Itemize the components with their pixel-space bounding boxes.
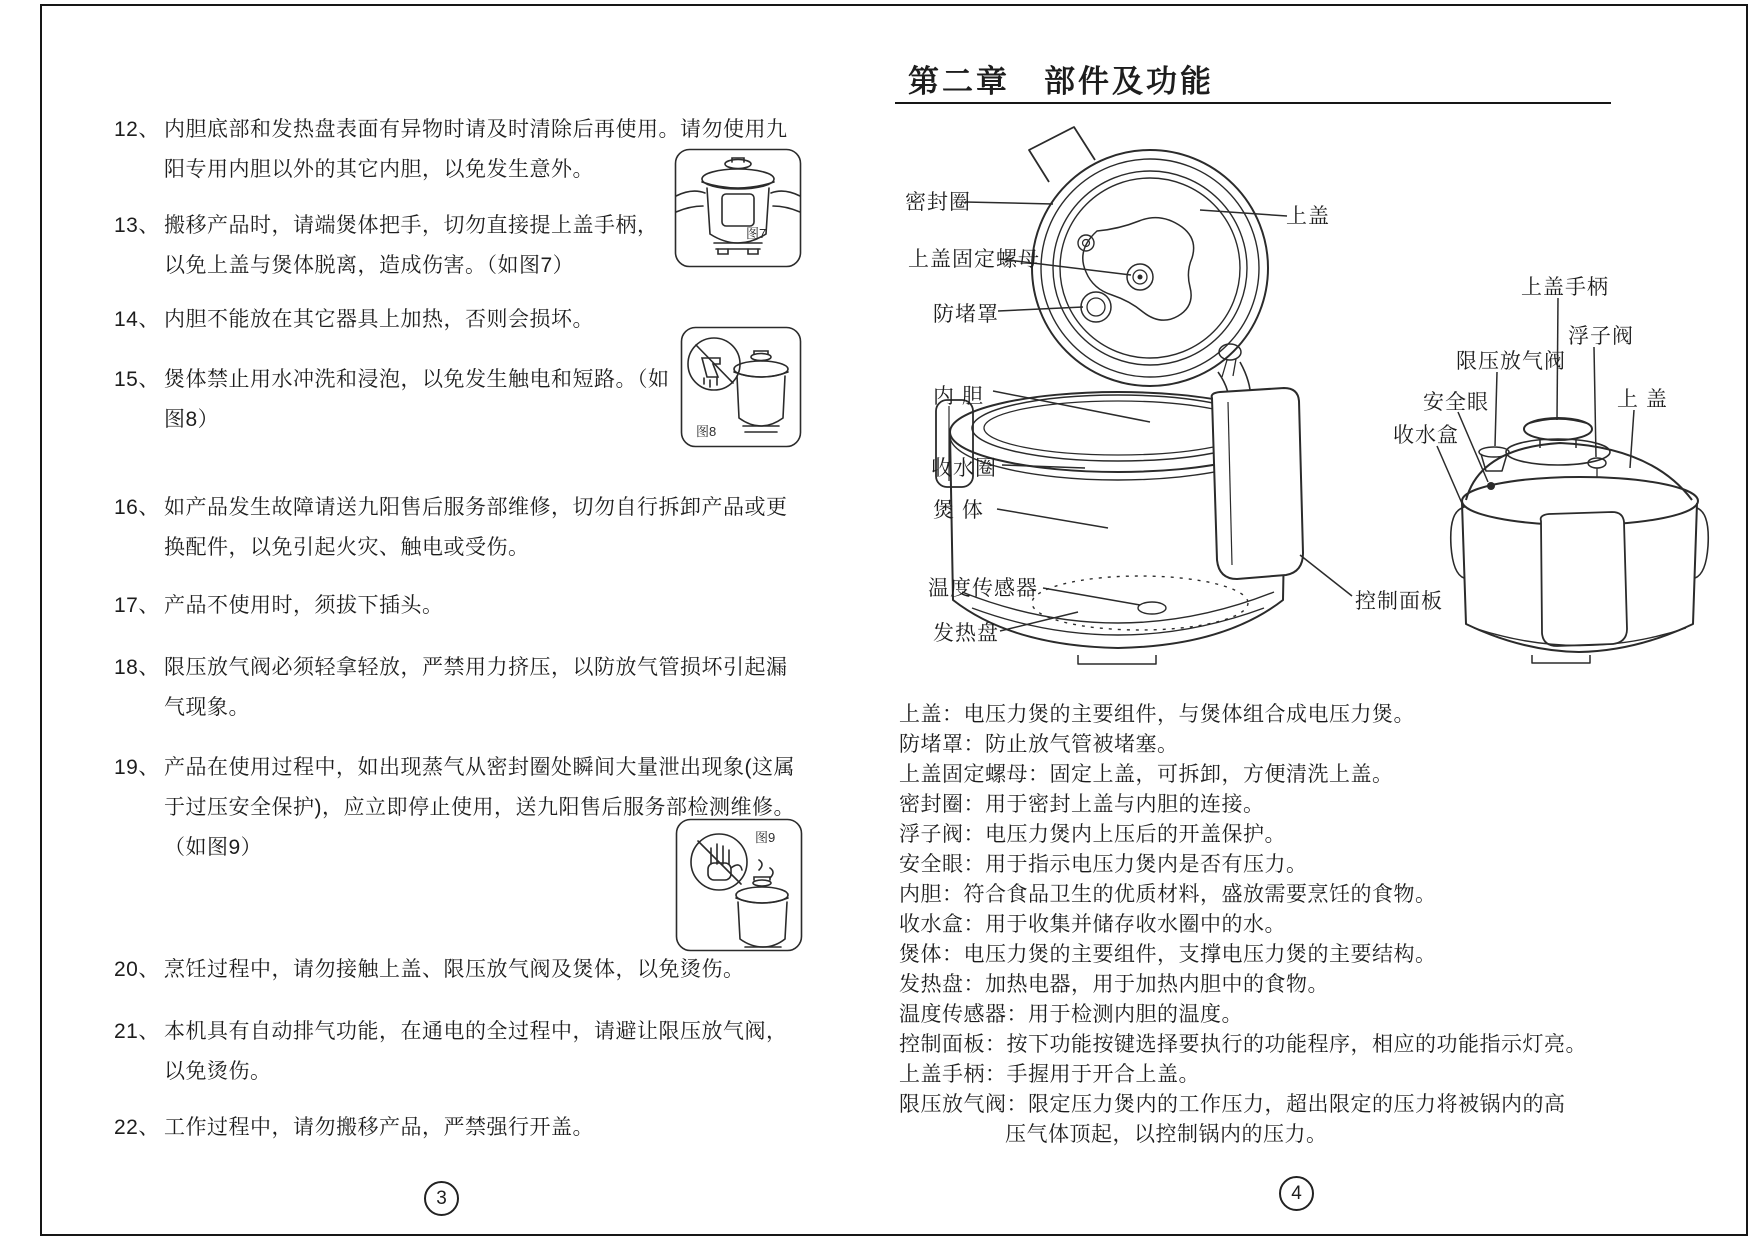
definition-line-wrapped: 压气体顶起，以控制锅内的压力。 (1005, 1123, 1328, 1146)
definition-line: 上盖手柄：手握用于开合上盖。 (899, 1063, 1200, 1086)
item-text: 内胆底部和发热盘表面有异物时请及时清除后再使用。请勿使用九阳专用内胆以外的其它内胆，以免发生意外。 (164, 118, 788, 181)
definition-line: 上盖：电压力煲的主要组件，与煲体组合成电压力煲。 (899, 703, 1415, 726)
list-item-20 (114, 950, 802, 990)
label-inner-pot: 内 胆 (933, 385, 984, 408)
label-lid-fixing-nut: 上盖固定螺母 (908, 248, 1040, 271)
definition-line: 密封圈：用于密封上盖与内胆的连接。 (899, 793, 1265, 816)
label-upper-lid-right: 上 盖 (1617, 388, 1668, 411)
item-text: 工作过程中，请勿搬移产品，严禁强行开盖。 (164, 1116, 594, 1139)
item-number: 19、 (114, 756, 160, 779)
figure-7-lift-warning-illustration (674, 148, 802, 268)
definition-line: 煲体：电压力煲的主要组件，支撑电压力煲的主要结构。 (899, 943, 1437, 966)
list-item-18 (114, 648, 802, 728)
label-water-collect-ring: 收水圈 (931, 457, 997, 480)
label-upper-lid: 上盖 (1286, 205, 1330, 228)
parts-definitions (899, 700, 1609, 1150)
figure-caption: 图9 (755, 830, 776, 845)
definition-line: 控制面板：按下功能按键选择要执行的功能程序，相应的功能指示灯亮。 (899, 1033, 1587, 1056)
figure-9-no-touch-illustration (675, 818, 803, 952)
list-item-17 (114, 586, 802, 626)
definition-line: 内胆：符合食品卫生的优质材料，盛放需要烹饪的食物。 (899, 883, 1437, 906)
item-number: 21、 (114, 1020, 160, 1043)
list-item-13 (114, 206, 666, 286)
label-lid-handle: 上盖手柄 (1521, 276, 1609, 299)
item-number: 13、 (114, 214, 160, 237)
list-item-16 (114, 488, 802, 568)
label-pot-body: 煲 体 (933, 499, 984, 522)
item-number: 14、 (114, 308, 160, 331)
item-number: 20、 (114, 958, 160, 981)
list-item-22 (114, 1108, 802, 1148)
closed-cooker-drawing (1451, 418, 1709, 663)
figure-caption: 图7 (746, 226, 767, 241)
label-temp-sensor: 温度传感器 (928, 577, 1038, 600)
list-item-21 (114, 1012, 802, 1092)
chapter-title: 第二章 部件及功能 (908, 64, 1214, 99)
definition-line: 收水盒：用于收集并储存收水圈中的水。 (899, 913, 1286, 936)
definition-line: 防堵罩：防止放气管被堵塞。 (899, 733, 1179, 756)
open-lid-drawing (1029, 127, 1268, 414)
label-control-panel: 控制面板 (1355, 590, 1443, 613)
item-number: 17、 (114, 594, 160, 617)
item-number: 12、 (114, 118, 160, 141)
item-number: 18、 (114, 656, 160, 679)
item-text: 如产品发生故障请送九阳售后服务部维修，切勿自行拆卸产品或更换配件，以免引起火灾、触电或受伤。 (164, 496, 788, 559)
label-anti-block-cover: 防堵罩 (933, 303, 999, 326)
definition-line: 温度传感器：用于检测内胆的温度。 (899, 1003, 1243, 1026)
label-pressure-release-valve: 限压放气阀 (1456, 350, 1566, 373)
label-safety-eye: 安全眼 (1423, 391, 1489, 414)
title-underline (895, 102, 1611, 104)
definition-line: 浮子阀：电压力煲内上压后的开盖保护。 (899, 823, 1286, 846)
label-float-valve: 浮子阀 (1568, 325, 1634, 348)
label-water-collect-box: 收水盒 (1393, 424, 1459, 447)
item-number: 15、 (114, 368, 160, 391)
item-text: 内胆不能放在其它器具上加热，否则会损坏。 (164, 308, 594, 331)
item-text: 本机具有自动排气功能，在通电的全过程中，请避让限压放气阀，以免烫伤。 (164, 1020, 788, 1083)
item-text: 产品不使用时，须拔下插头。 (164, 594, 444, 617)
definition-line: 上盖固定螺母：固定上盖，可拆卸，方便清洗上盖。 (899, 763, 1394, 786)
figure-8-no-water-illustration (680, 326, 802, 448)
item-text: 限压放气阀必须轻拿轻放，严禁用力挤压，以防放气管损坏引起漏气现象。 (164, 656, 788, 719)
page-number-left: 3 (424, 1181, 459, 1216)
item-number: 22、 (114, 1116, 160, 1139)
item-text: 煲体禁止用水冲洗和浸泡，以免发生触电和短路。（如图8） (164, 368, 670, 431)
item-text: 烹饪过程中，请勿接触上盖、限压放气阀及煲体，以免烫伤。 (164, 958, 745, 981)
definition-line: 发热盘：加热电器，用于加热内胆中的食物。 (899, 973, 1329, 996)
item-number: 16、 (114, 496, 160, 519)
figure-caption: 图8 (696, 424, 717, 439)
label-heating-plate: 发热盘 (933, 622, 999, 645)
list-item-15 (114, 360, 678, 440)
definition-line: 限压放气阀：限定压力煲内的工作压力，超出限定的压力将被锅内的高 (899, 1093, 1566, 1116)
label-seal-ring: 密封圈 (905, 191, 971, 214)
page-number-right: 4 (1279, 1176, 1314, 1211)
item-text: 搬移产品时，请端煲体把手，切勿直接提上盖手柄，以免上盖与煲体脱离，造成伤害。（如图7） (164, 214, 659, 277)
definition-line: 安全眼：用于指示电压力煲内是否有压力。 (899, 853, 1308, 876)
item-text: 产品在使用过程中，如出现蒸气从密封圈处瞬间大量泄出现象(这属于过压安全保护)，应立即停止使用，送九阳售后服务部检测维修。（如图9） (164, 756, 795, 859)
